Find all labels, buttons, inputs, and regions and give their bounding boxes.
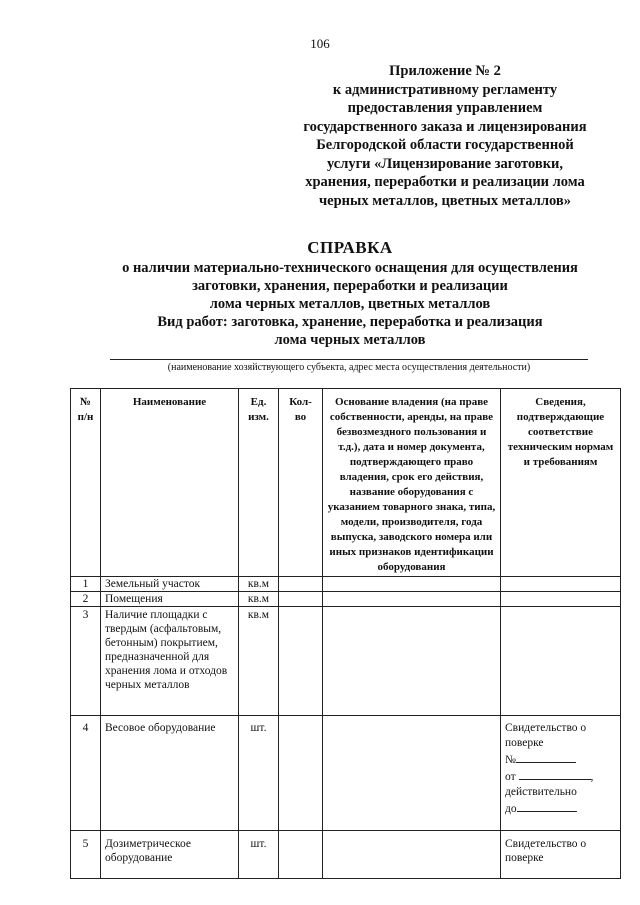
cell-basis bbox=[323, 577, 501, 592]
cell-qty bbox=[279, 577, 323, 592]
subtitle-line: лома черных металлов, цветных металлов bbox=[209, 296, 491, 312]
cell-basis bbox=[323, 831, 501, 879]
cell-name: Наличие площадки с твердым (асфальтовым, бетонным) покрытием, предназначенной для хранения лома и отходов черных металлов bbox=[101, 607, 239, 716]
page-number: 106 bbox=[310, 36, 330, 51]
cell-qty bbox=[279, 716, 323, 831]
subtitle-line: о наличии материально-технического оснащения для осуществления bbox=[122, 260, 578, 276]
header-basis: Основание владения (на праве собственности, аренды, на праве безвозмездного пользования и т.д.), дата и номер документа, подтверждающего право владения, срок его действия, название оборудования с указанием товарного знака, типа, модели, производителя, года выпуска, заводского номера или иных признаков идентификации оборудования bbox=[323, 389, 501, 577]
cell-basis bbox=[323, 607, 501, 716]
subtitle-line: заготовки, хранения, переработки и реализации bbox=[192, 278, 508, 294]
appendix-line: к административному регламенту bbox=[332, 81, 558, 98]
appendix-line: черных металлов, цветных металлов» bbox=[319, 192, 571, 209]
cell-name: Дозиметрическое оборудование bbox=[101, 831, 239, 879]
cell-info bbox=[501, 716, 621, 831]
cell-info: Свидетельство о поверке bbox=[501, 831, 621, 879]
appendix-line: государственного заказа и лицензирования bbox=[303, 118, 587, 135]
document-title: СПРАВКА bbox=[307, 238, 393, 257]
cell-info bbox=[501, 577, 621, 592]
comma: , bbox=[590, 771, 594, 783]
until-label: до bbox=[505, 803, 517, 815]
cell-num: 4 bbox=[71, 716, 101, 831]
cell-name: Весовое оборудование bbox=[101, 716, 239, 831]
header-num: № п/н bbox=[71, 389, 101, 577]
table-row bbox=[71, 716, 621, 831]
appendix-line: предоставления управлением bbox=[347, 100, 543, 116]
cell-qty bbox=[279, 607, 323, 716]
appendix-line: Приложение № 2 bbox=[389, 63, 501, 79]
appendix-header bbox=[290, 62, 600, 210]
appendix-line: хранения, переработки и реализации лома bbox=[305, 174, 585, 190]
header-unit: Ед. изм. bbox=[239, 389, 279, 577]
subtitle-line: лома черных металлов bbox=[274, 332, 426, 348]
cell-basis bbox=[323, 592, 501, 607]
cell-basis bbox=[323, 716, 501, 831]
from-label: от bbox=[505, 771, 516, 783]
cell-qty bbox=[279, 592, 323, 607]
cell-unit: кв.м bbox=[239, 607, 279, 716]
cell-info bbox=[501, 607, 621, 716]
cell-num: 3 bbox=[71, 607, 101, 716]
certificate-until-line bbox=[505, 800, 616, 817]
cell-unit: шт. bbox=[239, 716, 279, 831]
cell-num: 1 bbox=[71, 577, 101, 592]
cell-name: Помещения bbox=[101, 592, 239, 607]
cell-unit: шт. bbox=[239, 831, 279, 879]
equipment-table bbox=[70, 388, 621, 879]
table-row bbox=[71, 592, 621, 607]
date-blank bbox=[519, 768, 591, 780]
table-header-row bbox=[71, 389, 621, 577]
entity-caption: (наименование хозяйствующего субъекта, адрес места осуществления деятельности) bbox=[167, 362, 531, 373]
certificate-date-line bbox=[505, 768, 616, 785]
appendix-line: услуги «Лицензирование заготовки, bbox=[326, 155, 564, 172]
certificate-number-line bbox=[505, 751, 616, 768]
header-info: Сведения, подтверждающие соответствие техническим нормам и требованиям bbox=[501, 389, 621, 577]
cell-num: 2 bbox=[71, 592, 101, 607]
table-row bbox=[71, 607, 621, 716]
certificate-text: Свидетельство о поверке bbox=[505, 722, 587, 749]
document-subtitle bbox=[90, 259, 610, 349]
table-row bbox=[71, 577, 621, 592]
until-blank bbox=[517, 800, 577, 812]
number-sign: № bbox=[505, 754, 516, 766]
cell-name: Земельный участок bbox=[101, 577, 239, 592]
entity-fill-line bbox=[110, 359, 588, 360]
valid-label: действительно bbox=[505, 786, 577, 798]
header-qty: Кол- во bbox=[279, 389, 323, 577]
appendix-line: Белгородской области государственной bbox=[316, 137, 574, 153]
number-blank bbox=[516, 751, 576, 763]
header-name: Наименование bbox=[101, 389, 239, 577]
cell-unit: кв.м bbox=[239, 577, 279, 592]
cell-qty bbox=[279, 831, 323, 879]
cell-info bbox=[501, 592, 621, 607]
cell-unit: кв.м bbox=[239, 592, 279, 607]
table-row bbox=[71, 831, 621, 879]
cell-num: 5 bbox=[71, 831, 101, 879]
subtitle-line: Вид работ: заготовка, хранение, переработка и реализация bbox=[157, 314, 543, 330]
